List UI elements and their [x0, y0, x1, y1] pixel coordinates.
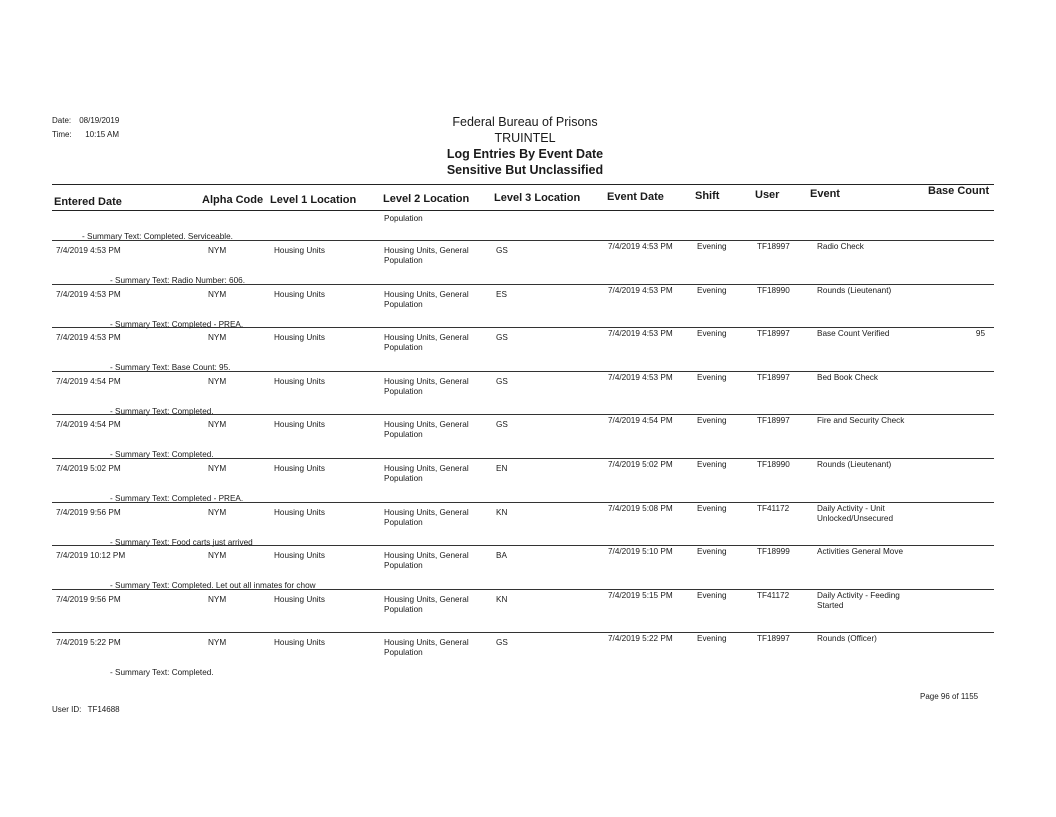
shift-cell: Evening: [697, 372, 727, 382]
event-date-cell: 7/4/2019 4:53 PM: [608, 285, 673, 295]
level1-cell: Housing Units: [274, 594, 325, 604]
page-number: Page 96 of 1155: [920, 692, 979, 701]
agency-name: Federal Bureau of Prisons: [452, 115, 598, 129]
col-level1: Level 1 Location: [270, 194, 357, 206]
level2-cell: Housing Units, General Population: [384, 464, 469, 483]
level3-cell: GS: [496, 420, 508, 430]
alpha-code-cell: NYM: [208, 246, 227, 255]
event-cell: Radio Check: [817, 242, 864, 251]
shift-cell: Evening: [697, 329, 727, 339]
col-user: User: [755, 189, 780, 201]
row-separator: [52, 632, 994, 633]
event-cell: Rounds (Officer): [817, 634, 877, 644]
level3-cell: GS: [496, 638, 508, 648]
shift-cell: Evening: [697, 503, 727, 513]
alpha-code-cell: NYM: [208, 420, 227, 430]
row-separator: [52, 327, 994, 328]
level3-cell: BA: [496, 551, 507, 561]
entered-date-cell: 7/4/2019 4:53 PM: [56, 333, 121, 343]
event-cell: Daily Activity - Feeding Started: [817, 590, 900, 610]
level3-cell: GS: [496, 246, 508, 255]
alpha-code-cell: NYM: [208, 333, 227, 343]
level1-cell: Housing Units: [274, 507, 325, 517]
carryover-level2: Population: [384, 214, 423, 223]
event-date-cell: 7/4/2019 5:22 PM: [608, 634, 673, 644]
row-separator: [52, 458, 994, 459]
shift-cell: Evening: [697, 285, 727, 295]
shift-cell: Evening: [697, 590, 727, 600]
event-cell: Bed Book Check: [817, 372, 878, 382]
header-top-rule: [52, 184, 994, 185]
level1-cell: Housing Units: [274, 420, 325, 430]
entered-date-cell: 7/4/2019 4:54 PM: [56, 376, 121, 386]
summary-text: - Summary Text: Completed.: [110, 406, 214, 416]
row-separator: [52, 502, 994, 503]
alpha-code-cell: NYM: [208, 594, 227, 604]
user-id-label: User ID:: [52, 705, 82, 714]
user-cell: TF18997: [757, 416, 790, 426]
shift-cell: Evening: [697, 416, 727, 426]
user-cell: TF18997: [757, 329, 790, 339]
entered-date-cell: 7/4/2019 4:53 PM: [56, 246, 121, 255]
event-date-cell: 7/4/2019 5:15 PM: [608, 590, 673, 600]
col-event-date: Event Date: [607, 191, 664, 203]
row-separator: [52, 240, 994, 241]
date-label: Date:: [52, 116, 72, 125]
event-cell: Fire and Security Check: [817, 416, 905, 426]
col-level2: Level 2 Location: [383, 193, 470, 205]
carryover-summary: - Summary Text: Completed. Serviceable.: [82, 232, 233, 241]
summary-text: - Summary Text: Completed.: [110, 668, 214, 678]
summary-text: - Summary Text: Food carts just arrived: [110, 537, 253, 547]
summary-text: - Summary Text: Completed - PREA.: [110, 319, 244, 329]
shift-cell: Evening: [697, 242, 727, 251]
level2-cell: Housing Units, General Population: [384, 376, 469, 396]
level2-cell: Housing Units, General Population: [384, 289, 469, 309]
event-date-cell: 7/4/2019 5:10 PM: [608, 547, 673, 557]
event-date-cell: 7/4/2019 5:08 PM: [608, 503, 673, 513]
entered-date-cell: 7/4/2019 9:56 PM: [56, 507, 121, 517]
level2-cell: Housing Units, General Population: [384, 594, 469, 614]
level1-cell: Housing Units: [274, 333, 325, 343]
level1-cell: Housing Units: [274, 289, 325, 299]
level2-cell: Housing Units, General Population: [384, 638, 469, 658]
event-date-cell: 7/4/2019 4:53 PM: [608, 372, 673, 382]
level3-cell: EN: [496, 464, 508, 473]
user-cell: TF18997: [757, 634, 790, 644]
shift-cell: Evening: [697, 547, 727, 557]
level2-cell: Housing Units, General Population: [384, 420, 469, 440]
user-cell: TF18990: [757, 285, 790, 295]
user-cell: TF18999: [757, 547, 790, 557]
level2-cell: Housing Units, General Population: [384, 551, 469, 571]
col-shift: Shift: [695, 190, 720, 202]
header-bottom-rule: [52, 210, 994, 211]
event-date-cell: 7/4/2019 4:54 PM: [608, 416, 673, 426]
alpha-code-cell: NYM: [208, 507, 227, 517]
shift-cell: Evening: [697, 634, 727, 644]
shift-cell: Evening: [697, 460, 727, 469]
event-date-cell: 7/4/2019 5:02 PM: [608, 460, 673, 469]
entered-date-cell: 7/4/2019 5:22 PM: [56, 638, 121, 648]
event-cell: Daily Activity - Unit Unlocked/Unsecured: [817, 503, 894, 523]
row-separator: [52, 284, 994, 285]
entered-date-cell: 7/4/2019 10:12 PM: [56, 551, 126, 561]
alpha-code-cell: NYM: [208, 376, 227, 386]
level1-cell: Housing Units: [274, 376, 325, 386]
date-value: 08/19/2019: [79, 116, 120, 125]
report-title: Log Entries By Event Date: [446, 147, 604, 161]
event-cell: Activities General Move: [817, 547, 904, 557]
level1-cell: Housing Units: [274, 638, 325, 648]
summary-text: - Summary Text: Completed - PREA.: [110, 494, 244, 503]
event-cell: Rounds (Lieutenant): [817, 460, 892, 469]
alpha-code-cell: NYM: [208, 289, 227, 299]
level2-cell: Housing Units, General Population: [384, 507, 469, 527]
user-cell: TF18990: [757, 460, 790, 469]
summary-text: - Summary Text: Completed.: [110, 450, 214, 460]
level2-cell: Housing Units, General Population: [384, 246, 469, 265]
entered-date-cell: 7/4/2019 5:02 PM: [56, 464, 121, 473]
summary-text: - Summary Text: Completed. Let out all inmates for chow: [110, 581, 316, 591]
col-event: Event: [810, 188, 840, 200]
user-cell: TF41172: [757, 590, 790, 600]
level3-cell: GS: [496, 376, 508, 386]
base-count-cell: 95: [975, 329, 985, 339]
entered-date-cell: 7/4/2019 9:56 PM: [56, 594, 121, 604]
entered-date-cell: 7/4/2019 4:53 PM: [56, 289, 121, 299]
level2-cell: Housing Units, General Population: [384, 333, 469, 353]
row-separator: [52, 414, 994, 415]
classification: Sensitive But Unclassified: [446, 163, 604, 177]
row-separator: [52, 545, 994, 546]
row-separator: [52, 589, 994, 590]
alpha-code-cell: NYM: [208, 551, 227, 561]
user-cell: TF18997: [757, 372, 790, 382]
row-separator: [52, 371, 994, 372]
time-label: Time:: [52, 130, 72, 139]
summary-text: - Summary Text: Base Count: 95.: [110, 363, 231, 373]
col-alpha-code: Alpha Code: [202, 194, 264, 206]
alpha-code-cell: NYM: [208, 638, 227, 648]
time-value: 10:15 AM: [85, 130, 120, 139]
system-name: TRUINTEL: [494, 131, 556, 145]
user-id: [52, 705, 120, 714]
event-cell: Base Count Verified: [817, 329, 890, 339]
level3-cell: KN: [496, 507, 508, 517]
print-date: [52, 116, 119, 125]
summary-text: - Summary Text: Radio Number: 606.: [110, 276, 245, 285]
alpha-code-cell: NYM: [208, 464, 227, 473]
level1-cell: Housing Units: [274, 551, 325, 561]
event-date-cell: 7/4/2019 4:53 PM: [608, 242, 673, 251]
user-cell: TF41172: [757, 503, 790, 513]
col-entered-date: Entered Date: [54, 196, 122, 208]
event-date-cell: 7/4/2019 4:53 PM: [608, 329, 673, 339]
print-time: [52, 130, 119, 139]
col-base-count: Base Count: [928, 185, 990, 197]
level1-cell: Housing Units: [274, 246, 325, 255]
event-cell: Rounds (Lieutenant): [817, 285, 892, 295]
level3-cell: KN: [496, 594, 508, 604]
report-title-block: [380, 114, 670, 178]
level3-cell: ES: [496, 289, 507, 299]
entered-date-cell: 7/4/2019 4:54 PM: [56, 420, 121, 430]
level3-cell: GS: [496, 333, 508, 343]
user-id-value: TF14688: [87, 705, 120, 714]
col-level3: Level 3 Location: [494, 192, 581, 204]
level1-cell: Housing Units: [274, 464, 325, 473]
user-cell: TF18997: [757, 242, 790, 251]
